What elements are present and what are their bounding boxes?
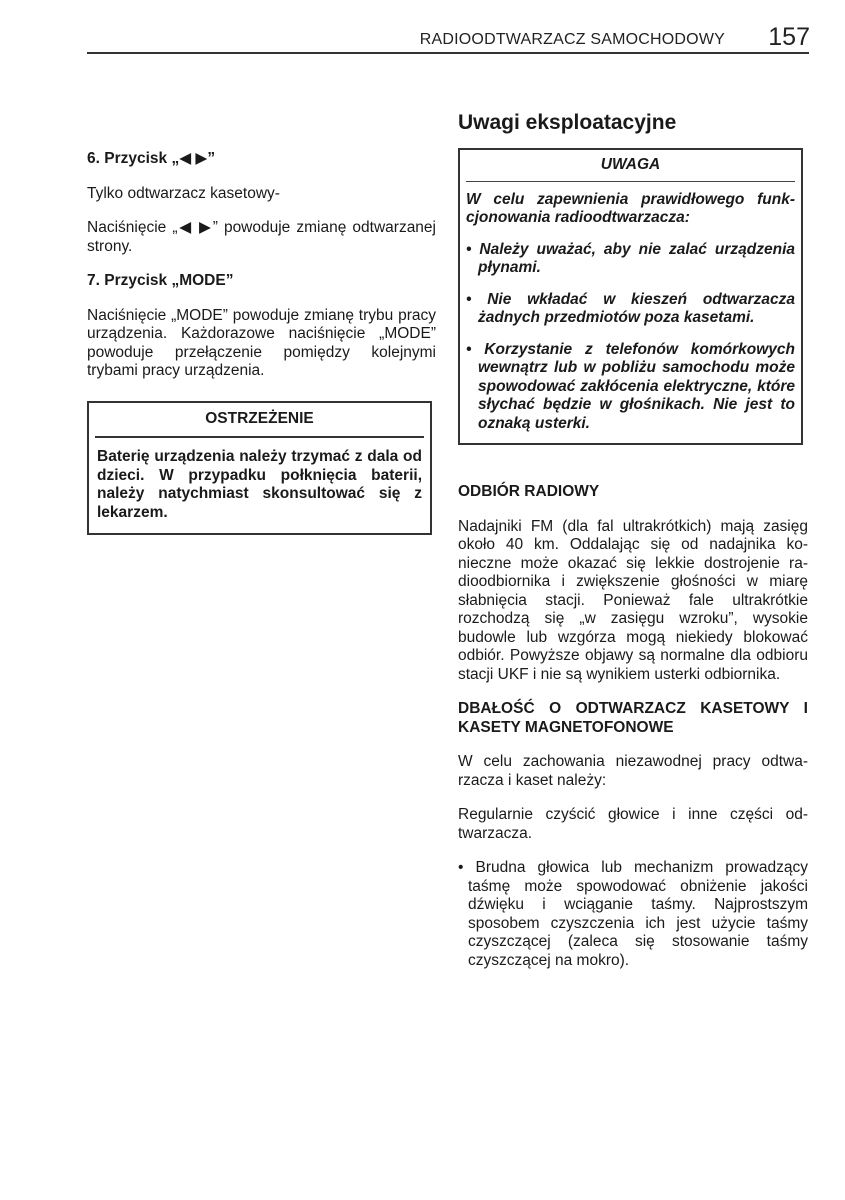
heading-button-6: 6. Przycisk „◀ ▶”: [87, 150, 216, 167]
warning-box: [87, 401, 432, 536]
header-rule: [87, 52, 809, 54]
heading-button-7: 7. Przycisk „MODE”: [87, 272, 234, 289]
note-box: [458, 148, 803, 445]
section-title: Uwagi eksploatacyjne: [458, 111, 677, 134]
note-box-title: UWAGA: [466, 150, 795, 182]
left-column: [87, 150, 436, 535]
warning-box-text: Baterię urządzenia należy trzymać z dala od dzieci. W przypadku połknięcia baterii, należy natychmiast skonsultować się z lekarzem.: [97, 448, 422, 521]
heading-radio-reception: ODBIÓR RADIOWY: [458, 483, 600, 500]
right-column: [458, 110, 808, 986]
warning-box-title: OSTRZEŻENIE: [95, 403, 424, 439]
note-box-body: [460, 182, 801, 444]
note-item: • Korzystanie z telefonów komórkowych wewnątrz lub w pobliżu samochodu może spowodować zakłócenia elektryczne, które słychać będzie w głośnikach. Nie jest to oznaką usterki.: [466, 340, 795, 432]
note-intro: W celu zapewnienia prawidłowego funkcjonowania radioodtwarzacza:: [466, 190, 795, 226]
running-header-title: RADIOODTWARZACZ SAMOCHODOWY: [419, 31, 725, 48]
paragraph-care-bullet: • Brudna głowica lub mechanizm prowadzący taśmę może spowodować obniżenie jakości dźwięku i wciąganie taśmy. Najprostszym sposobem czyszczenia ich jest użycie taśmy czyszczącej (zaleca się stosowanie taśmy czyszczącej na mokro).: [458, 859, 808, 969]
page-number: 157: [768, 23, 810, 51]
paragraph-care-intro: W celu zachowania niezawodnej pracy odtwarzacza i kaset należy:: [458, 753, 808, 789]
paragraph-button-7-desc: Naciśnięcie „MODE” powoduje zmianę trybu pracy urządzenia. Każdorazowe naciśnięcie „MODE” powoduje przełączenie pomiędzy kolejnymi trybami pracy urządzenia.: [87, 306, 436, 379]
paragraph-button-6-desc: Naciśnięcie „◀ ▶” powoduje zmianę odtwarzanej strony.: [87, 219, 436, 255]
paragraph-care-cleaning: Regularnie czyścić głowice i inne części odtwarzacza.: [458, 806, 808, 842]
note-item: • Nie wkładać w kieszeń odtwarzacza żadnych przedmiotów poza kasetami.: [466, 290, 795, 326]
paragraph-radio-reception: Nadajniki FM (dla fal ultrakrótkich) mają zasięg około 40 km. Oddalając się od nadajnika konieczne może okazać się lekkie dostrojenie radioodbiornika i zwiększenie głośności w miarę słabnięcia stacji. Ponieważ fale ultrakrótkie rozchodzą się „w zasięgu wzroku”, wysokie budowle lub wzgórza mogą niekiedy blokować odbiór. Powyższe objawy są normalne dla odbioru stacji UKF i nie są wynikiem usterki odbiornika.: [458, 517, 808, 683]
note-item: • Należy uważać, aby nie zalać urządzenia płynami.: [466, 240, 795, 276]
paragraph-button-6-scope: Tylko odtwarzacz kasetowy-: [87, 184, 280, 202]
heading-cassette-care: DBAŁOŚĆ O ODTWARZACZ KASETOWY I KASETY MAGNETOFONOWE: [458, 700, 808, 736]
